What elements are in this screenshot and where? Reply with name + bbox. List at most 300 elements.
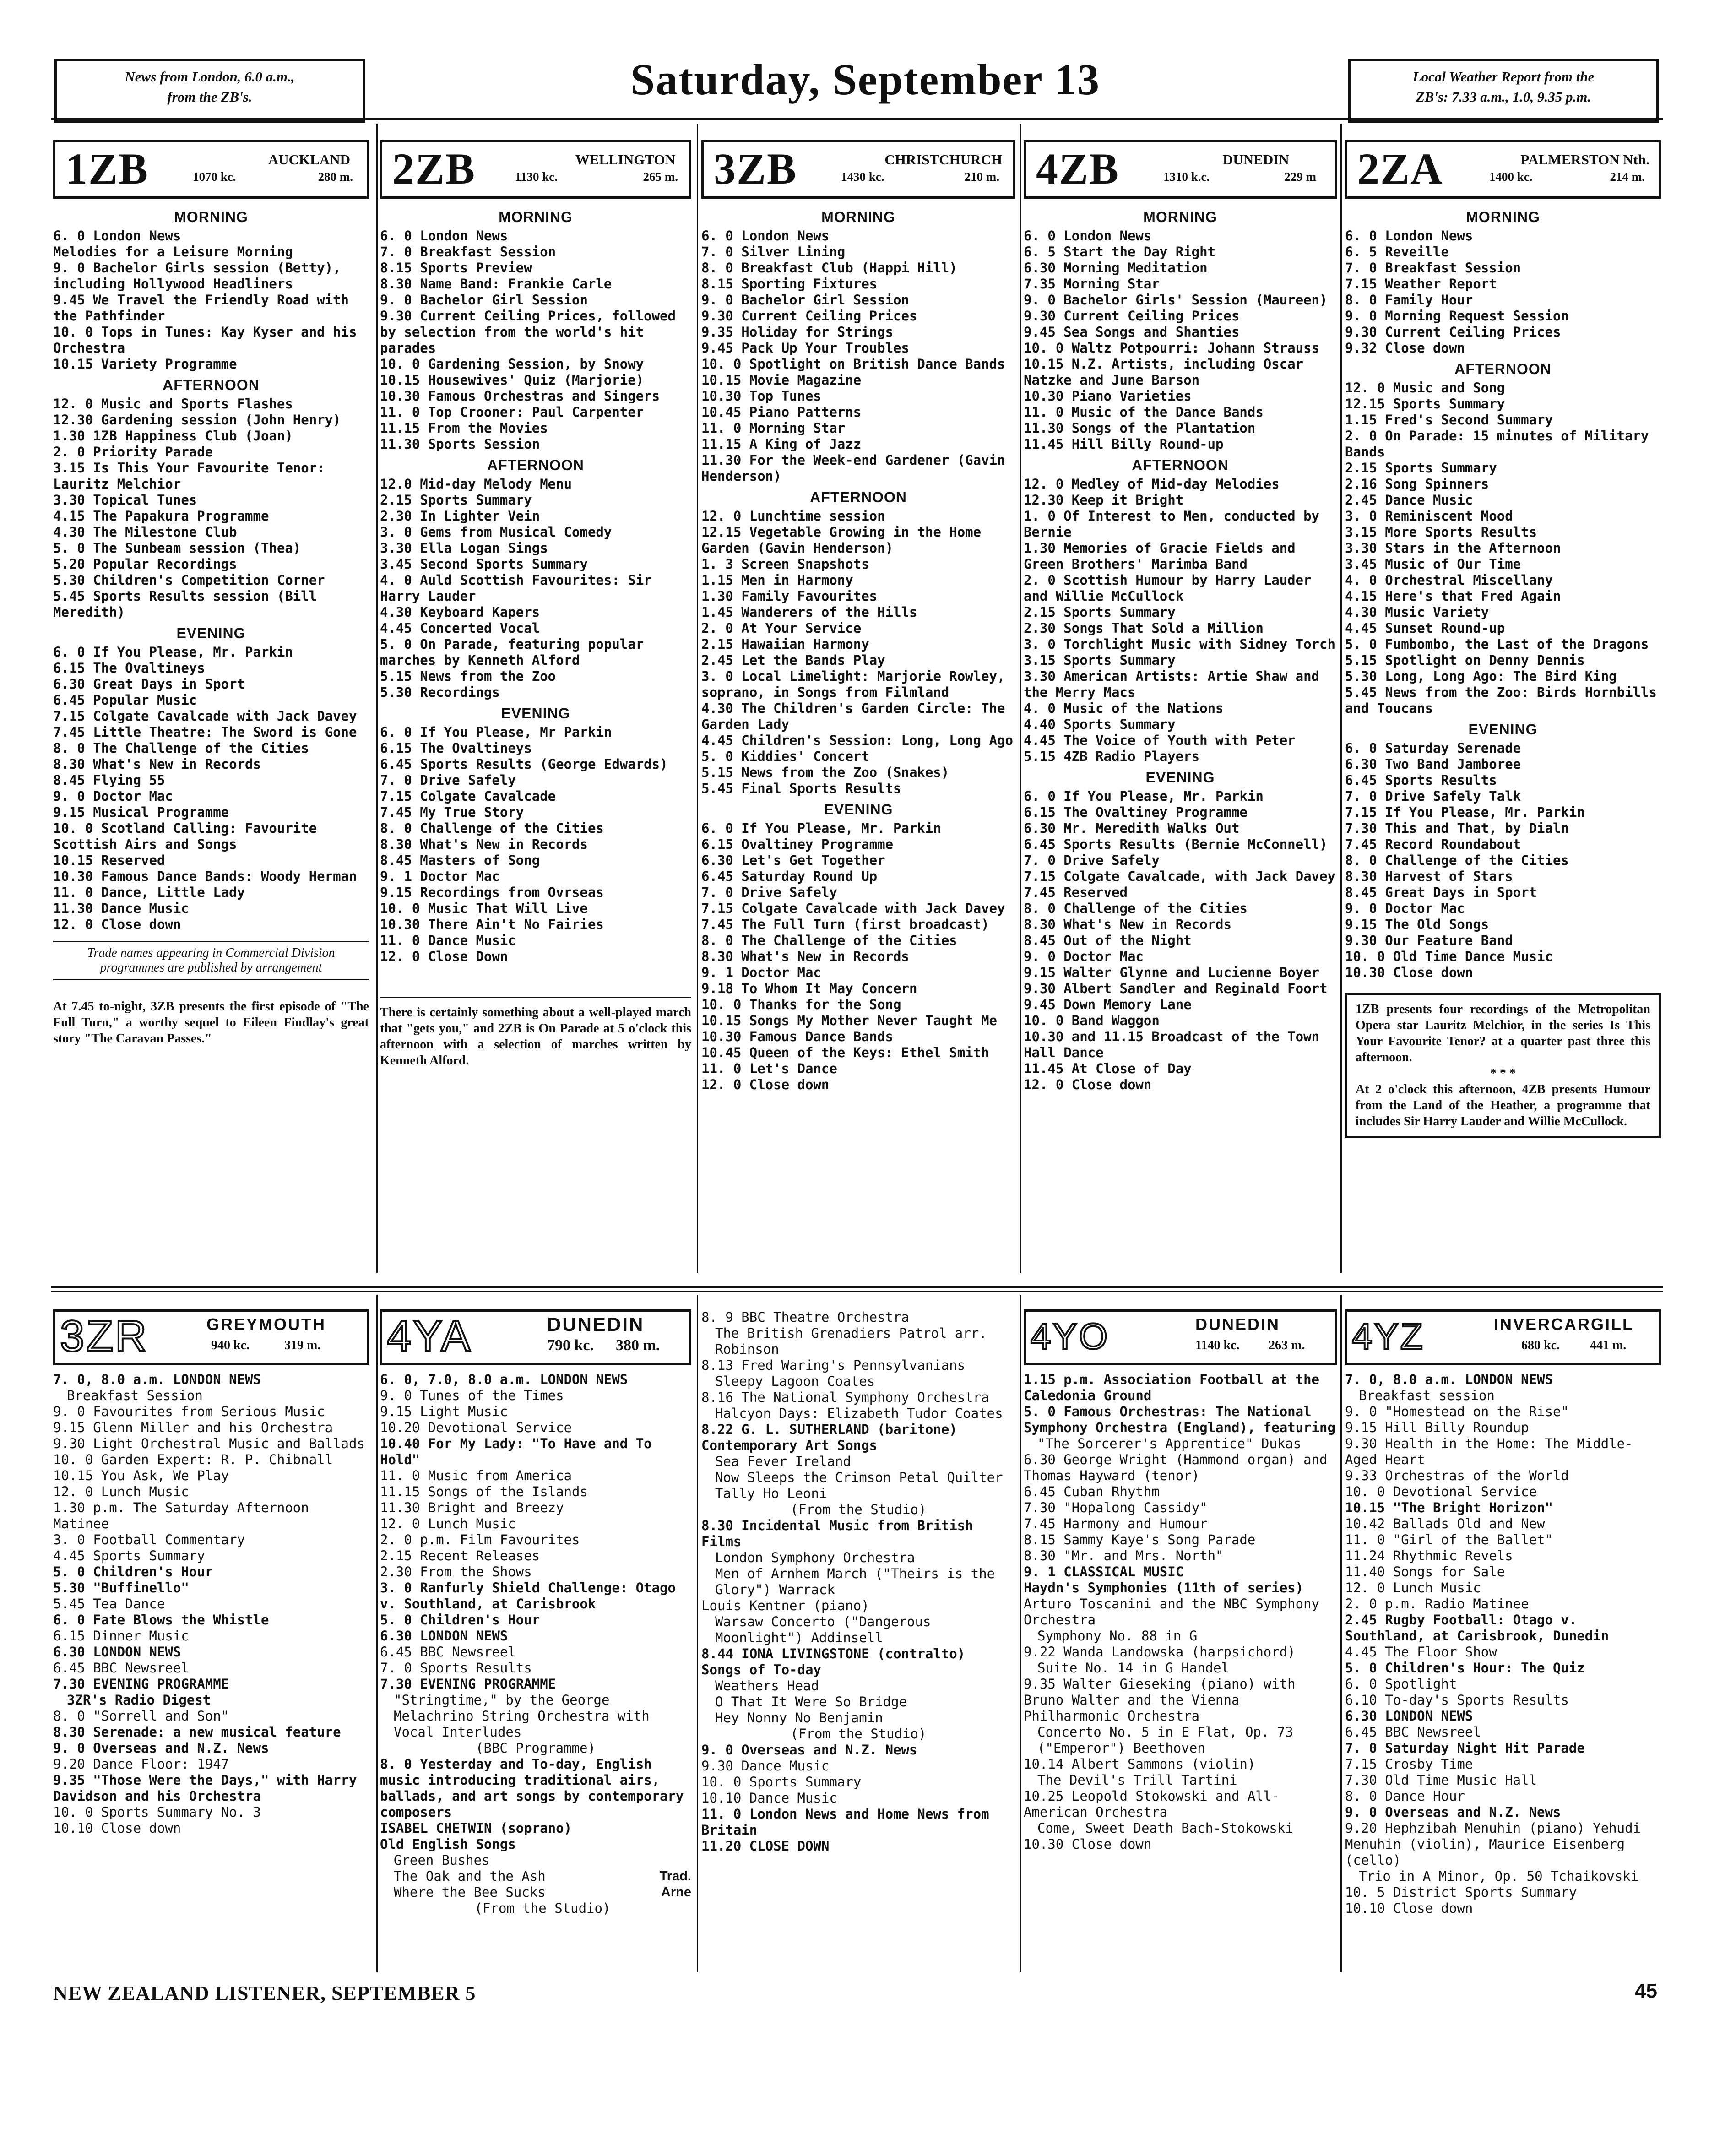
weather-note-line-1: Local Weather Report from the [1412,69,1595,85]
column-rule [1340,1295,1342,1972]
programme-item: 6.15 Ovaltiney Programme [701,836,894,852]
programme-item: 6.45 Popular Music [53,692,197,708]
station-call-sign: 2ZB [392,144,476,193]
programme-item: 2.15 Sports Summary [1024,604,1176,620]
programme-item: 10. 0 Old Time Dance Music [1345,949,1553,964]
programme-item: 9.35 "Those Were the Days," with Harry Davidson and his Orchestra [53,1772,357,1804]
programme-item: 4. 0 Orchestral Miscellany [1345,572,1553,588]
programme-item: 11.24 Rhythmic Revels [1345,1548,1513,1564]
programme-item: 9.35 Walter Gieseking (piano) with Bruno Walter and the Vienna Philharmonic Orchestra [1024,1676,1296,1724]
station-call-sign: 4YA [387,1312,472,1361]
station-column-2za [1345,140,1661,1271]
station-city: AUCKLAND [268,152,350,168]
programme-item: 12. 0 Lunchtime session [701,508,885,524]
programme-item: 2.15 Sports Summary [1345,460,1497,476]
programme-item: 9.45 Down Memory Lane [1024,997,1192,1012]
programme-item: 4. 0 Auld Scottish Favourites: Sir Harry Lauder [380,572,652,604]
programme-item: 3. 0 Gems from Musical Comedy [380,524,612,540]
programme-item: 9. 1 Doctor Mac [701,965,821,980]
programme-item: 8. 0 "Sorrell and Son" [53,1708,229,1724]
programme-item: 12.30 Keep it Bright [1024,492,1184,508]
programme-item: 11. 0 Dance Music [380,933,516,948]
promo-3zb: At 7.45 to-night, 3ZB presents the first episode of "The Full Turn," a worthy sequel to Eileen Findlay's great story "The Caravan Passes." [53,999,369,1046]
programme-item: 9. 1 CLASSICAL MUSIC [1024,1564,1184,1580]
programme-item: 6. 5 Start the Day Right [1024,244,1216,260]
programme-item: 8. 0 Challenge of the Cities [1024,901,1248,916]
programme-item: 4.15 The Papakura Programme [53,508,269,524]
programme-item: 10.10 Close down [53,1820,181,1836]
programme-item: 10.15 Songs My Mother Never Taught Me [701,1013,998,1028]
programme-item: 10.30 There Ain't No Fairies [380,917,604,932]
news-note-line-2: from the ZB's. [167,89,252,105]
programme-item: 10. 0 Music That Will Live [380,901,588,916]
programme-item: 7.30 "Hopalong Cassidy" [1024,1500,1208,1515]
programme-item: 3. 0 Reminiscent Mood [1345,508,1513,524]
programme-item: 9.15 Glenn Miller and his Orchestra [53,1420,333,1435]
programme-item: 1.15 Men in Harmony [701,572,853,588]
programme-item: 10.30 Close down [1345,965,1473,980]
programme-item: 8. 0 Family Hour [1345,292,1473,308]
programme-item: Haydn's Symphonies (11th of series) [1024,1580,1304,1596]
programme-item: 8.30 Harvest of Stars [1345,869,1513,884]
station-frequency: 1140 kc. [1195,1338,1240,1352]
programme-item: 7. 0, 8.0 a.m. LONDON NEWS [53,1372,261,1387]
programme-item: Hey Nonny No Benjamin [715,1710,883,1726]
programme-item: 3. 0 Football Commentary [53,1532,245,1547]
programme-item: 7.15 Colgate Cavalcade [380,788,556,804]
page-number: 45 [1635,1980,1657,2002]
programme-item: 1.30 1ZB Happiness Club (Joan) [53,428,293,444]
station-header-3zb [701,140,1015,199]
programme-item: The British Grenadiers Patrol arr. Robinson [715,1325,987,1357]
programme-item: 1.15 Fred's Second Summary [1345,412,1553,428]
programme-item: 6.45 Sports Results (George Edwards) [380,756,668,772]
programme-item: 6.45 BBC Newsreel [53,1660,189,1676]
programme-item: 11. 0 Dance, Little Lady [53,885,245,900]
song-composer: Trad. [659,1869,691,1884]
programme-item: 3.30 Topical Tunes [53,492,197,508]
programme-item: 6. 0 Spotlight [1345,1676,1457,1692]
programme-item: 4.45 Sunset Round-up [1345,620,1505,636]
programme-item: 9.15 Hill Billy Roundup [1345,1420,1529,1435]
programme-item: 9.45 We Travel the Friendly Road with the Pathfinder [53,292,349,324]
programme-item: 2. 0 On Parade: 15 minutes of Military Bands [1345,428,1649,460]
programme-item: 3.15 More Sports Results [1345,524,1537,540]
station-city: GREYMOUTH [206,1315,326,1334]
programme-item: 3. 0 Torchlight Music with Sidney Torch [1024,636,1335,652]
programme-item: 5.30 Children's Competition Corner [53,572,325,588]
programme-item: 9. 0 Doctor Mac [1345,901,1465,916]
programme-item: 3.45 Second Sports Summary [380,556,588,572]
programme-item: 9.45 Pack Up Your Troubles [701,340,909,356]
programme-item: 9. 0 Morning Request Session [1345,308,1569,324]
programme-item: 7. 0 Drive Safely [1024,852,1160,868]
programme-item: 9.18 To Whom It May Concern [701,981,917,996]
trade-names-note: Trade names appearing in Commercial Division programmes are published by arrangement [53,941,369,980]
programme-item: 5. 0 Children's Hour [380,1612,540,1628]
programme-item: 8.15 Sammy Kaye's Song Parade [1024,1532,1256,1547]
programme-item: 10. 0 Thanks for the Song [701,997,901,1012]
news-note-line-1: News from London, 6.0 a.m., [125,69,295,85]
programme-item: 3.45 Music of Our Time [1345,556,1521,572]
programme-item: 2.15 Recent Releases [380,1548,540,1564]
programme-item: 1. 3 Screen Snapshots [701,556,869,572]
programme-item: 8.30 What's New in Records [380,836,588,852]
programme-item: 2.16 Song Spinners [1345,476,1489,492]
section-heading: EVENING [824,801,893,818]
programme-item: 3.15 Is This Your Favourite Tenor: Lauritz Melchior [53,460,325,492]
programme-item: 5.30 Long, Long Ago: The Bird King [1345,668,1617,684]
programme-item: 9. 0 Overseas and N.Z. News [1345,1804,1561,1820]
programme-item: 6.30 LONDON NEWS [380,1628,508,1644]
programme-item: 7.15 Colgate Cavalcade with Jack Davey [701,901,1005,916]
programme-item: 5. 0 Children's Hour: The Quiz [1345,1660,1585,1676]
programme-item: 8. 0 Yesterday and To-day, English music introducing traditional airs, ballads, and art songs by contemporary composers [380,1756,684,1820]
programme-item: 10. 0 Sports Summary No. 3 [53,1804,261,1820]
programme-item: 2. 0 p.m. Radio Matinee [1345,1596,1529,1612]
programme-item: 9.30 Dance Music [701,1758,830,1774]
column-rule [697,1295,698,1972]
programme-item: 5.30 Recordings [380,684,500,700]
station-wavelength: 380 m. [616,1337,660,1354]
programme-item: 6. 5 Reveille [1345,244,1449,260]
programme-item: 12. 0 Lunch Music [53,1484,189,1499]
station-column-4yo [1024,1309,1337,1973]
station-call-sign: 4YO [1031,1316,1110,1357]
section-heading: MORNING [1143,209,1217,225]
programme-item: 7. 0 Drive Safely Talk [1345,788,1521,804]
programme-item: Come, Sweet Death Bach-Stokowski [1037,1820,1293,1836]
programme-item: 7.15 Colgate Cavalcade, with Jack Davey [1024,869,1335,884]
station-column-2zb [380,140,691,1271]
programme-item: 1. 0 Of Interest to Men, conducted by Bernie [1024,508,1320,540]
station-header-4yz [1345,1309,1661,1365]
programme-item: 9. 0 Overseas and N.Z. News [53,1740,269,1756]
programme-item: 8.44 IONA LIVINGSTONE (contralto) [701,1646,966,1661]
programme-item: 5.15 4ZB Radio Players [1024,749,1200,764]
programme-item: 6.15 The Ovaltineys [380,740,532,756]
weather-note-box [1348,59,1659,123]
programme-item: 9.30 Current Ceiling Prices [1345,324,1561,340]
programme-item: 8. 0 Challenge of the Cities [380,820,604,836]
programme-item: 9.15 Musical Programme [53,804,229,820]
station-column-3zb [701,140,1015,1271]
programme-item: 8.30 Serenade: a new musical feature [53,1724,341,1740]
programme-item: 4.15 Here's that Fred Again [1345,588,1561,604]
programme-item: 9.20 Dance Floor: 1947 [53,1756,229,1772]
station-header-3zr [53,1309,369,1365]
programme-item: 10.15 Movie Magazine [701,372,862,388]
programme-item: (From the Studio) [790,1726,927,1742]
programme-item: Louis Kentner (piano) [701,1598,869,1613]
programme-item: 2.30 Songs That Sold a Million [1024,620,1264,636]
column-rule [1020,124,1021,1273]
programme-item: 11.15 A King of Jazz [701,436,862,452]
programme-item: 10.42 Ballads Old and New [1345,1516,1545,1531]
programme-item: 6. 0 London News [53,228,181,244]
programme-item: 4.45 Concerted Vocal [380,620,540,636]
station-call-sign: 1ZB [65,144,149,193]
programme-item: 8. 9 BBC Theatre Orchestra [701,1309,909,1325]
programme-item: Weathers Head [715,1678,819,1694]
programme-item: London Symphony Orchestra [715,1550,915,1565]
promo-2zb: There is certainly something about a well-played march that "gets you," and 2ZB is On Parade at 5 o'clock this afternoon with a selection of marches written by Kenneth Alford. [380,997,691,1069]
programme-item: 9. 0 Favourites from Serious Music [53,1404,325,1419]
programme-item: 4.30 The Children's Garden Circle: The Garden Lady [701,700,1005,732]
programme-item: 11. 0 London News and Home News from Britain [701,1806,989,1838]
station-wavelength: 319 m. [284,1338,321,1352]
programme-item: 9. 0 Bachelor Girls' Session (Maureen) [1024,292,1328,308]
station-frequency: 1070 kc. [193,170,236,184]
programme-item: 9.20 Hephzibah Menuhin (piano) Yehudi Menuhin (violin), Maurice Eisenberg (cello) [1345,1820,1641,1868]
station-call-sign: 3ZB [714,144,797,193]
programme-item: 5.15 News from the Zoo [380,668,556,684]
programme-item: 6. 0 If You Please, Mr Parkin [380,724,612,740]
programme-item: 10.15 Variety Programme [53,356,237,372]
column-rule [697,124,698,1273]
programme-item: 9. 0 Bachelor Girls session (Betty), including Hollywood Headliners [53,260,341,292]
programme-item: 12. 0 Close down [1024,1077,1152,1092]
programme-item: 2. 0 At Your Service [701,620,862,636]
programme-item: 6.30 Two Band Jamboree [1345,756,1521,772]
programme-item: 1.45 Wanderers of the Hills [701,604,917,620]
station-frequency: 680 kc. [1521,1338,1560,1352]
station-column-4ya [380,1309,691,1973]
programme-item: 11.40 Songs for Sale [1345,1564,1505,1580]
programme-item: 6.10 To-day's Sports Results [1345,1692,1569,1708]
station-wavelength: 265 m. [643,170,678,184]
promo-box-1zb-4zb [1345,993,1661,1138]
song-composer: Arne [661,1885,691,1900]
programme-item: 4.30 Keyboard Kapers [380,604,540,620]
programme-item: Arturo Toscanini and the NBC Symphony Orchestra [1024,1596,1320,1628]
programme-item: 3.15 Sports Summary [1024,652,1176,668]
programme-item: 8.22 G. L. SUTHERLAND (baritone) [701,1422,957,1437]
programme-item: 9. 0 Doctor Mac [53,788,173,804]
programme-item: 5.45 News from the Zoo: Birds Hornbills and Toucans [1345,684,1657,716]
programme-item: 10.15 N.Z. Artists, including Oscar Natzke and June Barson [1024,356,1304,388]
programme-item: 9.35 Holiday for Strings [701,324,894,340]
programme-item: The Devil's Trill Tartini [1037,1772,1237,1788]
programme-item: 10. 0 Tops in Tunes: Kay Kyser and his Orchestra [53,324,357,356]
programme-item: 11.15 From the Movies [380,420,548,436]
programme-item: 4.40 Sports Summary [1024,717,1176,732]
station-frequency: 940 kc. [211,1338,250,1352]
programme-item: 7.15 If You Please, Mr. Parkin [1345,804,1585,820]
programme-item: 2.30 From the Shows [380,1564,532,1580]
programme-item: 5.30 "Buffinello" [53,1580,189,1596]
programme-item: 7.45 Little Theatre: The Sword is Gone [53,724,357,740]
programme-item: 11. 0 Music from America [380,1468,572,1483]
programme-item: 7.30 Old Time Music Hall [1345,1772,1537,1788]
song-title: (From the Studio) [474,1900,611,1916]
programme-item: 6.15 The Ovaltiney Programme [1024,804,1248,820]
programme-item: 5. 0 Kiddies' Concert [701,749,869,764]
programme-item: 7. 0 Sports Results [380,1660,532,1676]
programme-item: 10. 0 Gardening Session, by Snowy [380,356,644,372]
station-call-sign: 4ZB [1036,144,1120,193]
programme-item: 6. 0 Fate Blows the Whistle [53,1612,269,1628]
programme-item: 8. 0 Dance Hour [1345,1788,1465,1804]
programme-item: 6.30 Mr. Meredith Walks Out [1024,820,1240,836]
station-call-sign: 2ZA [1357,144,1443,193]
section-divider [51,1286,1663,1288]
station-city: PALMERSTON Nth. [1520,152,1649,168]
programme-item: Breakfast Session [67,1388,203,1403]
programme-item: 8. 0 The Challenge of the Cities [53,740,309,756]
programme-item: 8.30 What's New in Records [53,756,261,772]
programme-item: 7. 0, 8.0 a.m. LONDON NEWS [1345,1372,1553,1387]
song-row [380,1868,691,1884]
programme-item: 9.15 Walter Glynne and Lucienne Boyer [1024,965,1320,980]
programme-item: 11. 0 Music of the Dance Bands [1024,404,1264,420]
programme-item: 5. 0 On Parade, featuring popular marches by Kenneth Alford [380,636,644,668]
programme-item: 10.20 Devotional Service [380,1420,572,1435]
programme-item: 7.45 The Full Turn (first broadcast) [701,917,989,932]
programme-item: Concerto No. 5 in E Flat, Op. 73 ("Emperor") Beethoven [1037,1724,1293,1756]
programme-item: 10.15 "The Bright Horizon" [1345,1500,1553,1515]
programme-item: 5.45 Final Sports Results [701,781,901,796]
programme-item: 2.30 In Lighter Vein [380,508,540,524]
programme-item: 11.20 CLOSE DOWN [701,1838,830,1854]
programme-item: 9.30 Current Ceiling Prices, followed by selection from the world's hit parades [380,308,676,356]
station-column-4yz [1345,1309,1661,1973]
station-wavelength: 263 m. [1269,1338,1305,1352]
programme-item: 7.30 EVENING PROGRAMME [380,1676,556,1692]
programme-item: 8.30 Incidental Music from British Films [701,1518,973,1549]
programme-item: 4.45 Sports Summary [53,1548,205,1564]
song-row [380,1900,691,1917]
programme-item: 10.30 Top Tunes [701,388,821,404]
programme-item: "Stringtime," by the George Melachrino String Orchestra with Vocal Interludes [394,1692,650,1740]
programme-item: 10. 5 District Sports Summary [1345,1884,1577,1900]
promo-1zb: 1ZB presents four recordings of the Metropolitan Opera star Lauritz Melchior, in the series Is This Your Favourite Tenor? at a quarter past three this afternoon. [1356,1002,1650,1064]
programme-item: 6.45 Sports Results [1345,772,1497,788]
station-header-4zb [1024,140,1337,199]
programme-item: 6. 0 London News [1024,228,1152,244]
station-call-sign: 3ZR [60,1312,149,1361]
programme-item: 6. 0 If You Please, Mr. Parkin [53,644,293,660]
programme-item: 3ZR's Radio Digest [67,1692,211,1708]
section-heading: EVENING [176,625,246,641]
section-heading: MORNING [174,209,248,225]
programme-item: 10.30 Famous Dance Bands: Woody Herman [53,869,357,884]
programme-item: 8.15 Sports Preview [380,260,532,276]
programme-item: 10.40 For My Lady: "To Have and To Hold" [380,1436,652,1467]
section-heading: AFTERNOON [487,457,584,473]
programme-item: 6.15 Dinner Music [53,1628,189,1644]
programme-item: 6.30 Great Days in Sport [53,676,245,692]
station-frequency: 1400 kc. [1489,170,1533,184]
programme-item: 7.45 Record Roundabout [1345,836,1521,852]
programme-item: 6. 0 London News [380,228,508,244]
programme-item: 10.45 Piano Patterns [701,404,862,420]
programme-item: 6. 0 If You Please, Mr. Parkin [701,820,941,836]
station-call-sign: 4YZ [1352,1316,1425,1357]
programme-item: 2. 0 p.m. Film Favourites [380,1532,580,1547]
programme-item: 9.30 Albert Sandler and Reginald Foort [1024,981,1328,996]
programme-item: 12. 0 Close down [53,917,181,932]
programme-item: 9.30 Health in the Home: The Middle-Aged Heart [1345,1436,1633,1467]
programme-item: 10.45 Queen of the Keys: Ethel Smith [701,1045,989,1060]
programme-item: 10.30 and 11.15 Broadcast of the Town Hall Dance [1024,1029,1320,1060]
programme-item: 9. 0 Bachelor Girl Session [380,292,588,308]
programme-item: 7.45 My True Story [380,804,524,820]
station-wavelength: 280 m. [318,170,353,184]
station-header-2za [1345,140,1661,199]
station-city: CHRISTCHURCH [884,152,1002,168]
station-header-2zb [380,140,691,199]
programme-item: 5.20 Popular Recordings [53,556,237,572]
programme-item: 12. 0 Lunch Music [1345,1580,1481,1596]
programme-item: 5.15 News from the Zoo (Snakes) [701,765,949,780]
footer-publication: NEW ZEALAND LISTENER, SEPTEMBER 5 [53,1982,476,2004]
programme-item: 6.30 LONDON NEWS [53,1644,181,1660]
programme-item: Warsaw Concerto ("Dangerous Moonlight") Addinsell [715,1614,931,1645]
programme-item: 3. 0 Ranfurly Shield Challenge: Otago v. Southland, at Carisbrook [380,1580,676,1612]
section-heading: EVENING [1468,721,1538,738]
programme-item: 8.45 Masters of Song [380,852,540,868]
programme-item: 7.15 Colgate Cavalcade with Jack Davey [53,708,357,724]
programme-item: 8.16 The National Symphony Orchestra [701,1390,989,1405]
programme-item: 12. 0 Music and Sports Flashes [53,396,293,412]
programme-item: 10. 0 Spotlight on British Dance Bands [701,356,1005,372]
programme-item: 11.45 Hill Billy Round-up [1024,436,1224,452]
programme-item: 10.14 Albert Sammons (violin) [1024,1756,1256,1772]
programme-item: 8.45 Out of the Night [1024,933,1192,948]
programme-item: Suite No. 14 in G Handel [1037,1660,1230,1676]
programme-item: 7.30 EVENING PROGRAMME [53,1676,229,1692]
programme-item: ISABEL CHETWIN (soprano) [380,1820,572,1836]
programme-item: 9. 0 "Homestead on the Rise" [1345,1404,1569,1419]
station-header-1zb [53,140,369,199]
programme-item: 5.45 Tea Dance [53,1596,165,1612]
programme-item: 8.30 What's New in Records [1024,917,1231,932]
programme-item: 11. 0 Top Crooner: Paul Carpenter [380,404,644,420]
programme-item: 10.30 Famous Dance Bands [701,1029,894,1044]
programme-item: Songs of To-day [701,1662,821,1678]
programme-item: 8.13 Fred Waring's Pennsylvanians [701,1357,966,1373]
programme-item: 9.22 Wanda Landowska (harpsichord) [1024,1644,1296,1660]
programme-item: 9.15 The Old Songs [1345,917,1489,932]
programme-item: Sleepy Lagoon Coates [715,1374,875,1389]
programme-item: 10. 0 Garden Expert: R. P. Chibnall [53,1452,333,1467]
programme-item: 12.0 Mid-day Melody Menu [380,476,572,492]
programme-item: 5. 0 Fumbombo, the Last of the Dragons [1345,636,1649,652]
promo-4zb: At 2 o'clock this afternoon, 4ZB presents Humour from the Land of the Heather, a programme that includes Sir Harry Lauder and Willie McCullock. [1356,1082,1650,1129]
programme-item: 12. 0 Lunch Music [380,1516,516,1531]
programme-item: 12.30 Gardening session (John Henry) [53,412,341,428]
programme-item: 6. 0 Saturday Serenade [1345,740,1521,756]
programme-item: Sea Fever Ireland [715,1454,851,1469]
programme-item: 10.10 Close down [1345,1900,1473,1916]
weather-note-line-2: ZB's: 7.33 a.m., 1.0, 9.35 p.m. [1416,89,1591,105]
section-heading: MORNING [1466,209,1540,225]
programme-item: 9. 0 Doctor Mac [1024,949,1144,964]
programme-item: 11. 0 Morning Star [701,420,846,436]
section-divider [51,1291,1663,1292]
programme-item: 3.30 Ella Logan Sings [380,540,548,556]
station-wavelength: 441 m. [1590,1338,1627,1352]
station-wavelength: 210 m. [964,170,999,184]
programme-item: Symphony No. 88 in G [1037,1628,1198,1644]
programme-item: 6. 0 London News [701,228,830,244]
programme-item: 11. 0 Let's Dance [701,1061,837,1076]
song-row [380,1884,691,1900]
station-city: DUNEDIN [547,1314,645,1335]
programme-item: 11.30 For the Week-end Gardener (Gavin Henderson) [701,452,1005,484]
station-city: INVERCARGILL [1494,1315,1634,1334]
